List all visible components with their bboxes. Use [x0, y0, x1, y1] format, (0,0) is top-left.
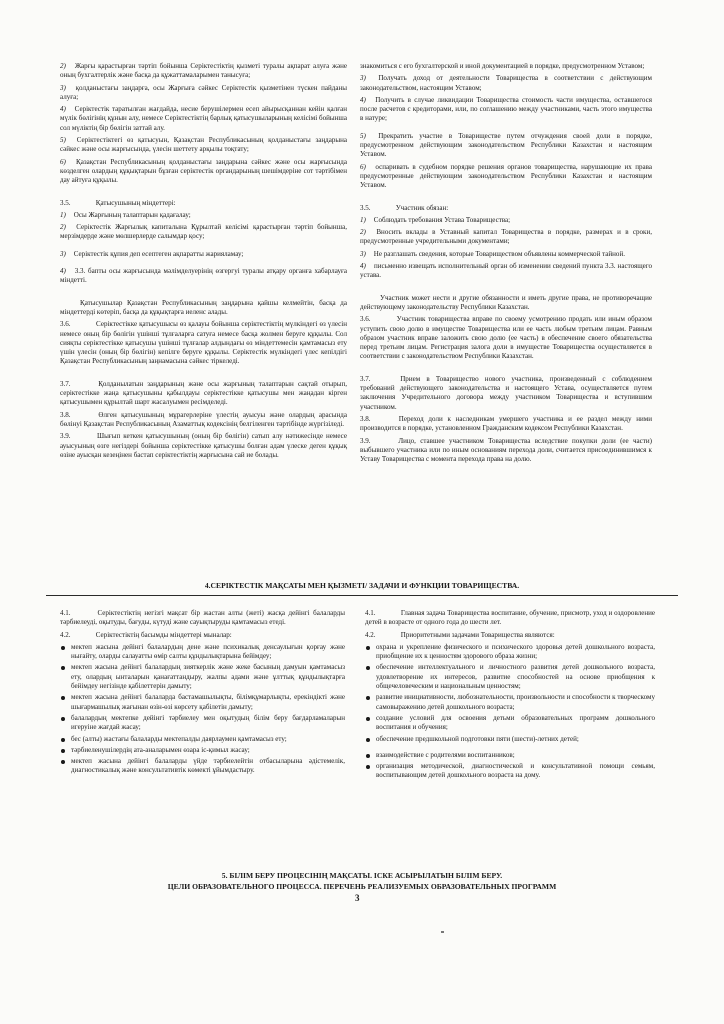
paragraph: 3.7. Прием в Товарищество нового участника, произведенный с соблюдением требований действующего законодательства и настоящего Устава, осуществляется путем заключения Учредительного договора между участником Товарищества и вступившим участником.: [360, 374, 652, 411]
paragraph: 4.1. Серіктестіктің негізгі мақсат бір жастан алты (жеті) жасқа дейінгі балаларды тәрбиелеуді, оқытуды, бағуды, күтуді және сауықтыруды қамтамасыз етеді.: [60, 609, 345, 627]
paragraph: 1) Соблюдать требования Устава Товарищества;: [360, 215, 511, 224]
section-4-title: 4.СЕРІКТЕСТІК МАҚСАТЫ МЕН ҚЫЗМЕТІ/ ЗАДАЧИ И ФУНКЦИИ ТОВАРИЩЕСТВА.: [204, 581, 520, 590]
list-item: взаимодействие с родителями воспитанников;: [365, 751, 655, 760]
divider-line: [46, 595, 678, 596]
paragraph: 5) Прекратить участие в Товариществе путем отчуждения своей доли в порядке, предусмотренном действующим законодательством Республики Казахстан и настоящим Уставом.: [360, 131, 652, 159]
paragraph: 3) Не разглашать сведения, которые Товариществом объявлены коммерческой тайной.: [360, 249, 625, 258]
list-item: мектеп жасына дейінгі балаларды үйде тәрбиелейтін отбасыларына әдістемелік, диагностикалық және консультативтік көмекті ұйымдастыру.: [60, 757, 345, 776]
paragraph: 6) Қазақстан Республикасының қолданыстағы заңдарына сәйкес және осы жарғысында көзделген олардың құқықтарын бұзған серіктестік органдарының шешімдеріне сот тәртібімен дау айтуға құқылы.: [60, 157, 347, 185]
list-item: обеспечение интеллектуального и личностного развития детей дошкольного возраста, удовлетворение их интересов, развитие способностей на основе приобщения к общечеловеческим и национальным ценностям;: [365, 663, 655, 691]
list-item: балалардың мектепке дейінгі тәрбиелеу мен оқытудың білім беру бағдарламаларын игеруіне жағдай жасау;: [60, 714, 345, 733]
paragraph: 1) Осы Жарғының талаптарын қадағалау;: [60, 210, 191, 219]
list-item: обеспечение предшкольной подготовки пяти (шести)-летних детей;: [365, 735, 655, 744]
section-heading: 3.5. Участник обязан:: [360, 203, 449, 212]
paragraph: 4.2. Приоритетными задачами Товарищества являются:: [365, 630, 555, 639]
section-5-title-kazakh: 5. БІЛІМ БЕРУ ПРОЦЕСІНІҢ МАҚСАТЫ. ІСКЕ АСЫРЫЛАТЫН БІЛІМ БЕРУ.: [221, 871, 503, 880]
kazakh-column-top: [60, 62, 347, 463]
paragraph: Участник может нести и другие обязанности и иметь другие права, не противоречащие действующему законодательству Республики Казахстан.: [360, 293, 652, 311]
list-item: тәрбиеленушілердің ата-аналарымен өзара іс-қимыл жасау;: [60, 746, 345, 755]
paragraph: 3.8. Переход доли к наследникам умершего участника и ее раздел между ними производится в порядке, установленном Гражданским кодексом Республики Казахстан.: [360, 414, 653, 433]
scan-speck: [441, 931, 444, 933]
paragraph: 3.9. Шығып кеткен қатысушының (оның бір бөлігін) сатып алу нәтижесінде немесе ауысуының өзге негіздері бойынша серіктестікке қатысушы болған адам үлеске деген құқық өзіне ауысқан кезеңінен бастап серіктестіктің жарғысына сай ие болады.: [60, 432, 347, 459]
list-item: развитие инициативности, любознательности, произвольности и способности к творческому самовыражению детей дошкольного возраста;: [365, 693, 655, 712]
list-item: охрана и укрепление физического и психического здоровья детей дошкольного возраста, приобщение их к ценностям здорового образа жизни;: [365, 643, 655, 662]
paragraph: 3) қолданыстағы заңдарға, осы Жарғыға сәйкес Серіктестік қызметінен түскен пайданы алуға;: [60, 83, 348, 101]
paragraph: 4) письменно извещать исполнительный орган об изменении сведений пункта 3.3. настоящего устава.: [360, 262, 652, 280]
paragraph: 5) Серіктестіктегі өз қатысуын, Қазақстан Республикасының қолданыстағы заңдарына сәйкес және осы жарғысында, үлесін шеттету арқылы тоқтату;: [60, 136, 347, 154]
paragraph: 3.9. Лицо, ставшее участником Товарищества вследствие покупки доли (ее части) выбывшего участника или по иным основаниям перехода доли, считается присоединившимся к Уставу Товарищества с момента перехода права на долю.: [360, 436, 652, 464]
section-5-title-russian: ЦЕЛИ ОБРАЗОВАТЕЛЬНОГО ПРОЦЕССА. ПЕРЕЧЕНЬ РЕАЛИЗУЕМЫХ ОБРАЗОВАТЕЛЬНЫХ ПРОГРАММ: [167, 882, 557, 891]
list-item: мектеп жасына дейінгі балаларда бастамашылықты, білімқұмарлықты, ерекіндікті және шығармашылық жағынан өзін-өзі көрсету қабілетін дамыту;: [60, 693, 345, 712]
kazakh-column-bottom: [60, 609, 345, 778]
page-number: 3: [355, 893, 360, 903]
list-item: создание условий для освоения детьми образовательных программ дошкольного воспитания и обучения;: [365, 714, 655, 733]
paragraph: 4.2. Серіктестіктің басымды міндеттері мыналар:: [60, 630, 232, 639]
paragraph: 4) 3.3. бапты осы жарғысында мәлімделуерінің өзгергуі туралы атқару органға хабарлауға міндетті.: [60, 267, 348, 285]
paragraph: 4) Серіктестік таратылған жағдайда, несие берушілермен есеп айырысқаннан кейін қалған мүлік бөлігінің құнын алу, немесе Серіктестіктің барлық қатысушыларының келісімі бойынша сол мүліктің бір бөлігін заттай алу.: [60, 105, 347, 132]
russian-column-top: [360, 62, 652, 467]
paragraph: 3) Серіктестік құпия деп есептеген ақпаратты жарияламау;: [60, 249, 244, 258]
paragraph: Қатысушылар Қазақстан Республикасының заңдарына қайшы келмейтін, басқа да міндеттерді көтеріп, басқа да құқықтарға иеленс алады.: [60, 298, 347, 316]
paragraph: 3.6. Участник товарищества вправе по своему усмотрению продать или иным образом уступить свою долю в имуществе Товарищества или ее часть любым третьим лицам. Равным образом участник вправе заложить свою долю (ее часть) в обеспечение своего обязательства перед третьим лицам. Регистрация залога доли в имуществе Товарищества осуществляется в соответствии с законодательством Республики Казахстан.: [360, 315, 652, 361]
paragraph: 3.7. Қолданылатын заңдарының және осы жарғының талаптарын сақтай отырып, серіктестікке жаңа қатысушыны қабылдауы серіктестікке қатысушы мен жаңадан кірген қатысушымен құрылтай шарт жасалуымен ресімделеді.: [60, 379, 348, 407]
list-item: мектеп жасына дейінгі балалардың зияткерлік және жеке басының дамуын қамтамасыз ету, олардың ынталарын қанағаттандыру, жалпы адами және ұлттық құндылықтарға бейімдеу негізінде қабілеттерін дамыту;: [60, 663, 345, 691]
paragraph: 2) Серіктестік Жарғылық капиталына Құрылтай келісімі қарастырған тәртіп бойынша, мерзімдерде және мөлшерлерде салымдар қосу;: [60, 223, 348, 241]
list-item: организация методической, диагностической и консультативной помощи семьям, воспитывающим детей дошкольного возраста на дому.: [365, 762, 655, 781]
paragraph: 3.8. Өлген қатысушының мұрагерлеріне үлестің ауысуы және олардың арасында бөлінуі Қазақстан Республикасының Азаматтық кодексінің белгіленген тәртібінде жүргізіледі.: [60, 410, 348, 428]
russian-column-bottom: [365, 609, 655, 783]
paragraph: 3) Получать доход от деятельности Товарищества в соответствии с действующим законодательством, настоящим Уставом;: [360, 74, 652, 92]
paragraph: 2) Вносить вклады в Уставный капитал Товарищества в порядке, размерах и в сроки, предусмотренные учредительными документами;: [360, 228, 652, 246]
paragraph: 6) оспаривать в судебном порядке решения органов товарищества, нарушающие их права предусмотренные действующим законодательством Республики Казахстан и настоящим Уставом.: [360, 162, 652, 190]
paragraph: 4) Получить в случае ликвидации Товарищества стоимость части имущества, оставшегося после расчетов с кредиторами, или, по соглашению между участниками, часть этого имущества в натуре;: [360, 95, 652, 123]
paragraph: знакомиться с его бухгалтерской и иной документацией в порядке, предусмотренном Уставом;: [360, 62, 645, 70]
section-heading: 3.5. Қатысушының міндеттері:: [60, 198, 176, 207]
paragraph: 3.6. Серіктестікке қатысушысы өз қалауы бойынша серіктестіктің мүлкіндегі өз үлесін немесе оның бір бөлігін үшінші тұлғаларға сатуға немесе басқа жолмен беруге құқылы. Сол сияқты серіктестікке қатысушы үшінші тұлғалар алдындағы өз міндеттемесін қамтамасыз ету үшін үлесін (оның бір бөлігін) кепілге беруге құқылы. Серіктестік мүлкіндегі үлес кепілдігі Қазақстан Республикасының заңнамасына сәйкес тіркеледі.: [60, 320, 347, 366]
paragraph: 4.1. Главная задача Товарищества воспитание, обучение, присмотр, уход и оздоровление детей в возрасте от одного года до шести лет.: [365, 609, 656, 627]
list-item: бес (алты) жастағы балаларды мектепалды даярлаумен қамтамасыз ету;: [60, 735, 345, 744]
paragraph: 2) Жарғы қарастырған тәртіп бойынша Серіктестіктің қызметі туралы ақпарат алуға және оның бухгалтерлік және басқа да құжаттамаларымен танысуға;: [60, 62, 347, 80]
list-item: мектеп жасына дейінгі балалардың дене және психикалық денсаулығын қорғау және нығайту, оларды салауатты өмір салты құндылықтарына бейімдеу;: [60, 643, 345, 662]
